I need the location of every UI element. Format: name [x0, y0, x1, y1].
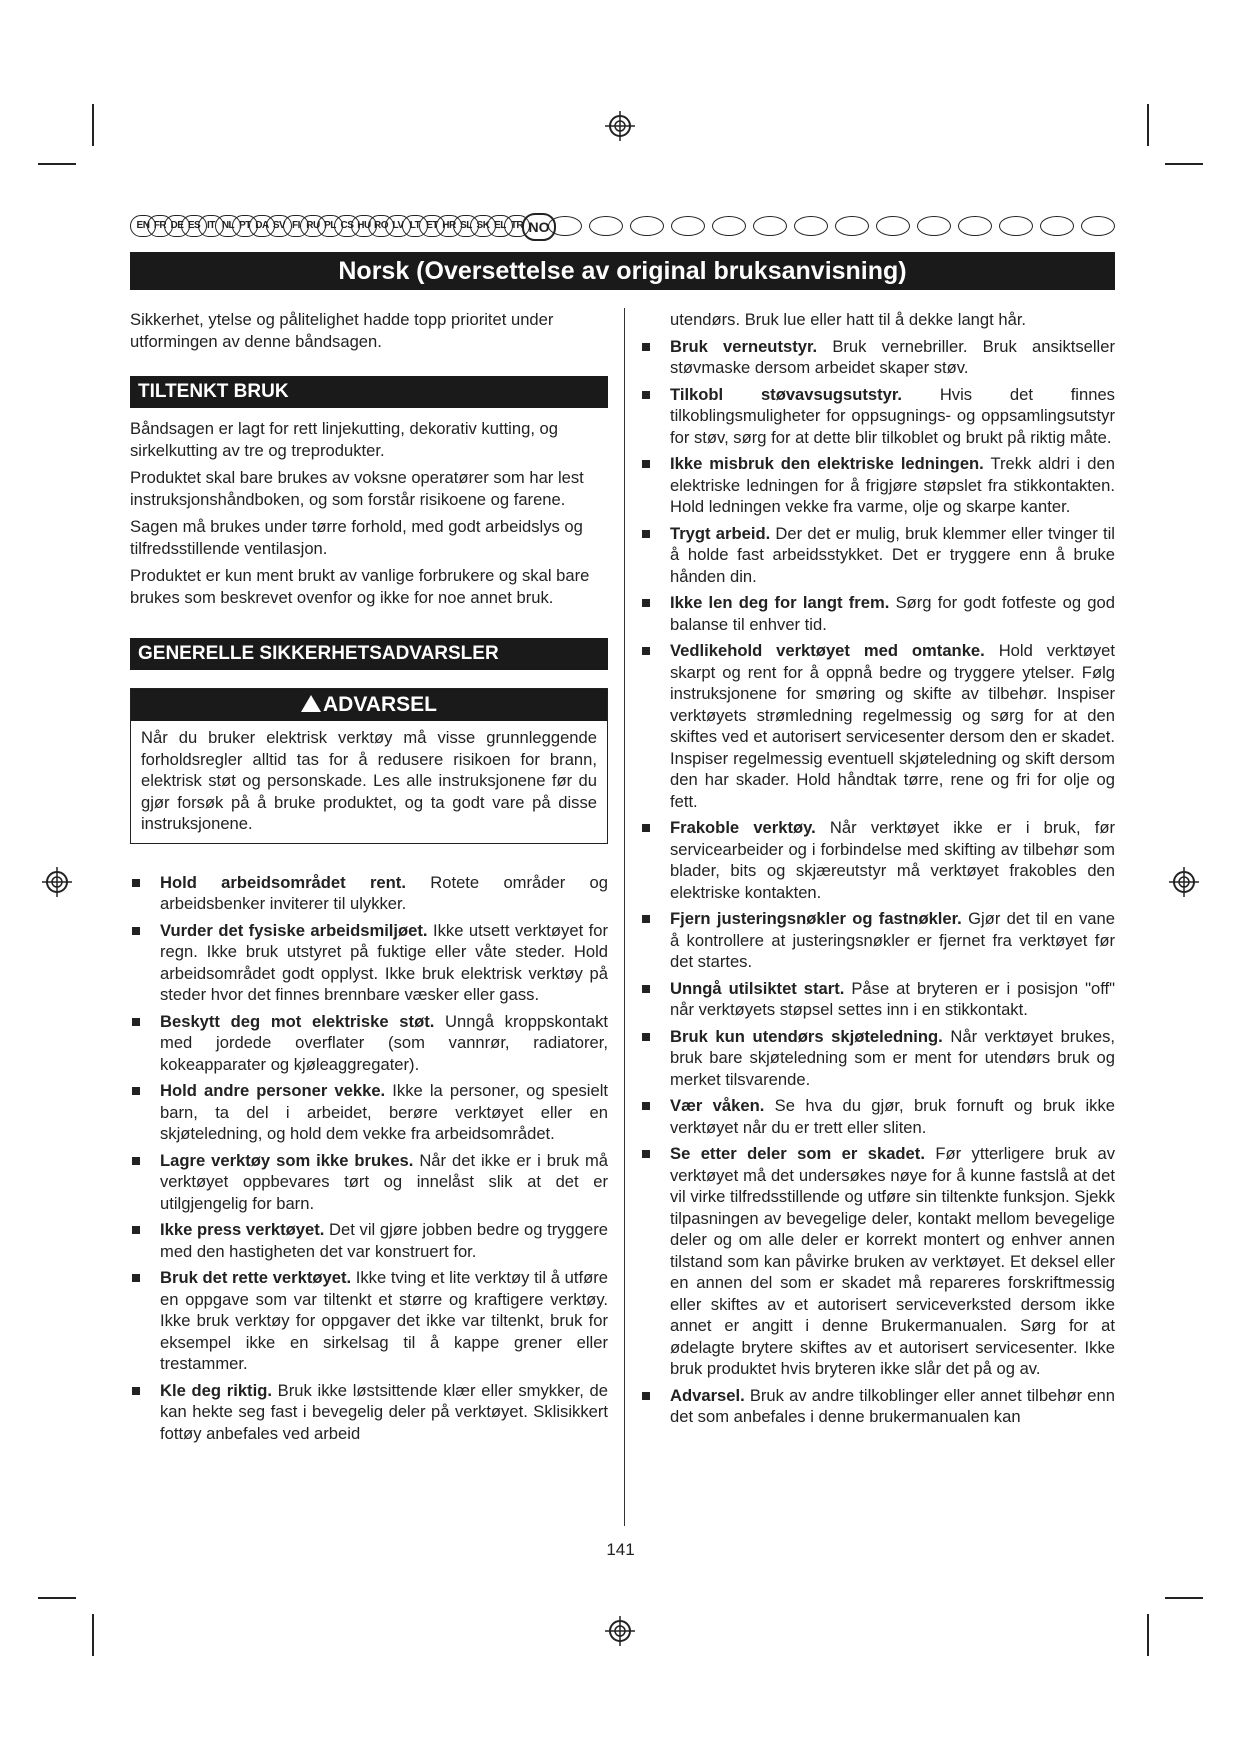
language-code: EN	[130, 215, 156, 237]
bullet-square-icon	[132, 1157, 140, 1165]
language-code: SV	[266, 215, 292, 237]
section-heading-intended-use: TILTENKT BRUK	[130, 376, 608, 408]
registration-mark-icon	[1167, 865, 1201, 899]
bullet-square-icon	[642, 985, 650, 993]
language-code: LT	[402, 215, 428, 237]
oval-marker	[630, 216, 664, 236]
language-code: LV	[385, 215, 411, 237]
bullet-square-icon	[642, 1392, 650, 1400]
list-item: Bruk kun utendørs skjøteledning. Når verktøyet brukes, bruk bare skjøteledning som er ment for utendørs bruk og merket tilsvarende.	[640, 1026, 1115, 1091]
list-item: Bruk det rette verktøyet. Ikke tving et lite verktøy til å utføre en oppgave som var tiltenkt et større og kraftigere verktøy. Ikke bruk verktøy for oppgaver det ikke var tiltenkt, bruk for eksempel ikke en sirkelsag til å kappe grener eller trestammer.	[130, 1267, 608, 1375]
bullet-square-icon	[642, 1150, 650, 1158]
list-item: Vær våken. Se hva du gjør, bruk fornuft og bruk ikke verktøyet når du er trett eller sliten.	[640, 1095, 1115, 1138]
list-item: Se etter deler som er skadet. Før ytterligere bruk av verktøyet må det undersøkes nøye for å kunne fastslå at det vil virke tilfredsstillende og utføre sin tiltenkte funksjon. Sjekk tilpasningen av bevegelige deler, kontakt mellom bevegelige deler og om alle deler er korrekt montert og enhver annen tilstand som kan påvirke bruken av verktøyet. Et deksel eller en annen del som er skadet må repareres forskriftmessig eller skiftes av et autorisert serviceverksted dersom ikke annet er angitt i denne Brukermanualen. Sørg for at ødelagte brytere skiftes av et autorisert servicesenter. Ikke bruk produktet hvis bryteren ikke slår det på og av.	[640, 1143, 1115, 1380]
oval-marker	[589, 216, 623, 236]
oval-marker	[917, 216, 951, 236]
bullet-square-icon	[132, 1226, 140, 1234]
list-item: Frakoble verktøy. Når verktøyet ikke er i bruk, før servicearbeider og i forbindelse med skifting av tilbehør som blader, bits og skjæreutstyr må verktøyet frakobles den elektriske kontakten.	[640, 817, 1115, 903]
warning-box	[130, 688, 608, 844]
language-code: ES	[181, 215, 207, 237]
bullet-square-icon	[642, 343, 650, 351]
oval-marker	[876, 216, 910, 236]
list-item: Vurder det fysiske arbeidsmiljøet. Ikke utsett verktøyet for regn. Ikke bruk utstyret på fuktige eller våte steder. Hold arbeidsområdet godt opplyst. Ikke bruk elektrisk verktøy på steder hvor det finnes brennbare væsker eller gass.	[130, 920, 608, 1006]
bullet-square-icon	[132, 879, 140, 887]
bullet-square-icon	[132, 1018, 140, 1026]
language-code: EL	[487, 215, 513, 237]
intended-use-paragraph: Produktet er kun ment brukt av vanlige forbrukere og skal bare brukes som beskrevet ovenfor og ikke for noe annet bruk.	[130, 566, 590, 607]
intro-paragraph: Sikkerhet, ytelse og pålitelighet hadde topp prioritet under utformingen av denne båndsagen.	[130, 310, 554, 351]
language-code: TR	[504, 215, 530, 237]
language-code: RU	[300, 215, 326, 237]
language-codes	[130, 213, 550, 239]
section-heading-general-safety: GENERELLE SIKKERHETSADVARSLER	[130, 638, 608, 670]
oval-marker	[1040, 216, 1074, 236]
column-divider	[624, 308, 625, 1526]
crop-mark	[92, 1614, 94, 1656]
language-code: RO	[368, 215, 394, 237]
list-item: Kle deg riktig. Bruk ikke løstsittende klær eller smykker, de kan hekte seg fast i bevegelig deler på verktøyet. Sklisikkert fottøy anbefales ved arbeid	[130, 1380, 608, 1445]
language-code: NL	[215, 215, 241, 237]
intended-use-paragraph: Sagen må brukes under tørre forhold, med godt arbeidslys og tilfredsstillende ventilasjon.	[130, 517, 583, 558]
safety-list-right	[640, 336, 1115, 1428]
oval-marker	[794, 216, 828, 236]
language-code: SL	[453, 215, 479, 237]
list-item: Unngå utilsiktet start. Påse at bryteren er i posisjon "off" når verktøyets støpsel settes inn i en stikkontakt.	[640, 978, 1115, 1021]
bullet-square-icon	[642, 1033, 650, 1041]
list-item: Advarsel. Bruk av andre tilkoblinger eller annet tilbehør enn det som anbefales i denne brukermanualen kan	[640, 1385, 1115, 1428]
oval-marker	[958, 216, 992, 236]
list-item: Lagre verktøy som ikke brukes. Når det ikke er i bruk må verktøyet oppbevares tørt og innelåst slik at det er utilgjengelig for barn.	[130, 1150, 608, 1215]
list-item: Hold arbeidsområdet rent. Rotete områder og arbeidsbenker inviterer til ulykker.	[130, 872, 608, 915]
language-code: HU	[351, 215, 377, 237]
crop-mark	[1147, 104, 1149, 146]
oval-marker	[712, 216, 746, 236]
crop-mark	[92, 104, 94, 146]
language-code: CS	[334, 215, 360, 237]
oval-marker	[1081, 216, 1115, 236]
oval-marker	[999, 216, 1033, 236]
crop-mark	[1147, 1614, 1149, 1656]
list-item: Ikke len deg for langt frem. Sørg for godt fotfeste og god balanse til enhver tid.	[640, 592, 1115, 635]
page-number: 141	[606, 1540, 635, 1559]
list-item: Ikke misbruk den elektriske ledningen. Trekk aldri i den elektriske ledningen for å frigjøre støpslet fra stikkontakten. Hold ledningen vekke fra varme, olje og skarpe kanter.	[640, 453, 1115, 518]
language-code: ET	[419, 215, 445, 237]
registration-mark-icon	[40, 865, 74, 899]
right-column	[640, 309, 1115, 1433]
language-code: IT	[198, 215, 224, 237]
intended-use-paragraph: Båndsagen er lagt for rett linjekutting, dekorativ kutting, og sirkelkutting av tre og treprodukter.	[130, 419, 559, 460]
bullet-square-icon	[132, 1387, 140, 1395]
language-code-active: NO	[522, 213, 556, 241]
oval-marker	[671, 216, 705, 236]
oval-marker	[835, 216, 869, 236]
language-code: SK	[470, 215, 496, 237]
list-item: Fjern justeringsnøkler og fastnøkler. Gjør det til en vane å kontrollere at justeringsnøkler er fjernet fra verktøyet før det startes.	[640, 908, 1115, 973]
bullet-square-icon	[132, 927, 140, 935]
language-code: DA	[249, 215, 275, 237]
bullet-square-icon	[642, 824, 650, 832]
safety-list-left	[130, 872, 608, 1445]
bullet-square-icon	[642, 530, 650, 538]
warning-header	[131, 689, 607, 721]
language-code: PT	[232, 215, 258, 237]
registration-mark-icon	[603, 109, 637, 143]
crop-mark	[38, 1597, 76, 1599]
list-item: Hold andre personer vekke. Ikke la personer, og spesielt barn, ta del i arbeidet, berøre verktøyet eller en skjøteledning, og hold dem vekke fra arbeidsområdet.	[130, 1080, 608, 1145]
language-code: FI	[283, 215, 309, 237]
oval-marker	[753, 216, 787, 236]
crop-mark	[38, 163, 76, 165]
crop-mark	[1165, 1597, 1203, 1599]
bullet-square-icon	[642, 1102, 650, 1110]
language-code: HR	[436, 215, 462, 237]
list-item: Vedlikehold verktøyet med omtanke. Hold verktøyet skarpt og rent for å oppnå bedre og tryggere ytelser. Følg instruksjonene for smøring og skifte av tilbehør. Inspiser verktøyets strømledning regelmessig og sørg for at den skiftes ved et autorisert servicesenter dersom den er skadet. Inspiser regelmessig eventuell skjøteledning og skift dersom den har skader. Hold håndtak tørre, rene og fri for olje og fett.	[640, 640, 1115, 812]
intended-use-paragraph: Produktet skal bare brukes av voksne operatører som har lest instruksjonshåndboken, og som forstår risikoene og farene.	[130, 468, 584, 509]
warning-title: ADVARSEL	[323, 693, 437, 716]
bullet-square-icon	[642, 391, 650, 399]
page-title: Norsk (Oversettelse av original bruksanvisning)	[130, 252, 1115, 290]
language-code: PL	[317, 215, 343, 237]
registration-mark-icon	[603, 1614, 637, 1648]
warning-triangle-icon	[301, 695, 321, 712]
bullet-square-icon	[132, 1087, 140, 1095]
bullet-square-icon	[642, 915, 650, 923]
left-column	[130, 309, 608, 1449]
bullet-square-icon	[642, 460, 650, 468]
warning-text: Når du bruker elektrisk verktøy må visse grunnleggende forholdsregler alltid tas for å redusere risikoen for brann, elektrisk støt og personskade. Les alle instruksjonene før du gjør forsøk på å bruke produktet, og ta godt vare på disse instruksjonene.	[141, 728, 597, 833]
list-item: Beskytt deg mot elektriske støt. Unngå kroppskontakt med jordede overflater (som vannrør, radiatorer, kokeapparater og kjøleaggregater).	[130, 1011, 608, 1076]
list-item: Trygt arbeid. Der det er mulig, bruk klemmer eller tvinger til å holde fast arbeidsstykket. Det er tryggere enn å bruke hånden din.	[640, 523, 1115, 588]
list-item: Tilkobl støvavsugsutstyr. Hvis det finnes tilkoblingsmuligheter for oppsugnings- og oppsamlingsutstyr for støv, sørg for at dette blir tilkoblet og brukt på riktig måte.	[640, 384, 1115, 449]
language-selector-strip	[130, 212, 1115, 240]
bullet-square-icon	[642, 647, 650, 655]
bullet-square-icon	[132, 1274, 140, 1282]
continued-text: utendørs. Bruk lue eller hatt til å dekke langt hår.	[670, 310, 1027, 329]
language-code: DE	[164, 215, 190, 237]
language-code: FR	[147, 215, 173, 237]
list-item: Ikke press verktøyet. Det vil gjøre jobben bedre og tryggere med den hastigheten det var konstruert for.	[130, 1219, 608, 1262]
crop-mark	[1165, 163, 1203, 165]
language-placeholder-ovals	[548, 216, 1115, 236]
bullet-square-icon	[642, 599, 650, 607]
list-item: Bruk verneutstyr. Bruk vernebriller. Bruk ansiktseller støvmaske dersom arbeidet skaper støv.	[640, 336, 1115, 379]
